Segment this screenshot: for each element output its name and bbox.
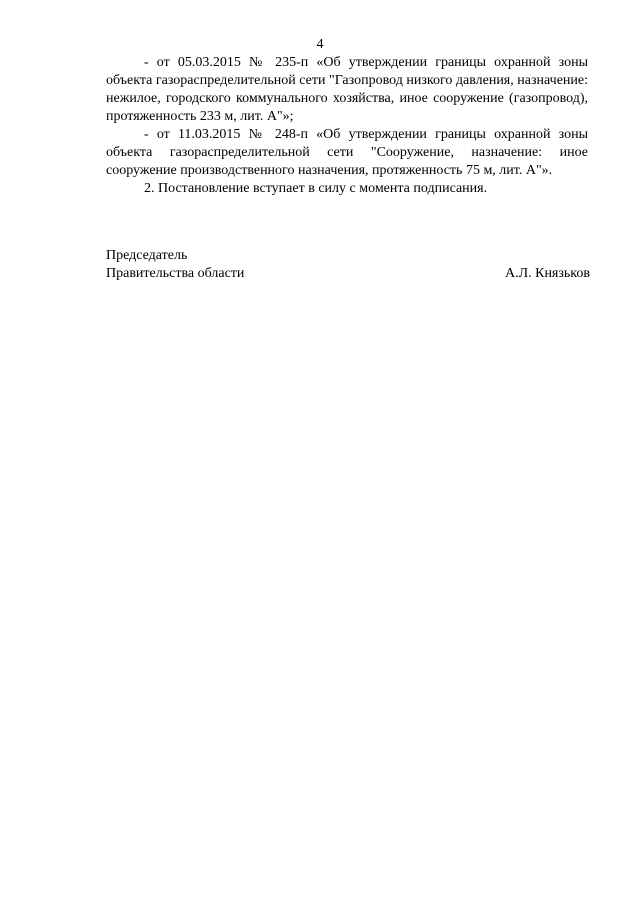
signatory-title-line1: Председатель <box>106 248 188 263</box>
paragraph-resolution-248: - от 11.03.2015 № 248-п «Об утверждении границы охранной зоны объекта газораспределительной сети "Сооружение, назначение: иное сооружение производственного назначения, протяженность 75 м, лит. А"». <box>106 127 588 178</box>
document-body <box>106 54 588 198</box>
page-number: 4 <box>316 37 324 52</box>
paragraph-effective-date: 2. Постановление вступает в силу с момента подписания. <box>144 181 488 196</box>
paragraph-resolution-235: - от 05.03.2015 № 235-п «Об утверждении границы охранной зоны объекта газораспределительной сети "Газопровод низкого давления, назначение: нежилое, городского коммунального хозяйства, иное сооружение (газопровод), протяженность 233 м, лит. А"»; <box>106 55 588 124</box>
signature-block <box>106 247 590 283</box>
signatory-line <box>106 265 590 283</box>
signatory-name: А.Л. Князьков <box>505 266 590 281</box>
signatory-title-line2: Правительства области <box>106 266 245 281</box>
